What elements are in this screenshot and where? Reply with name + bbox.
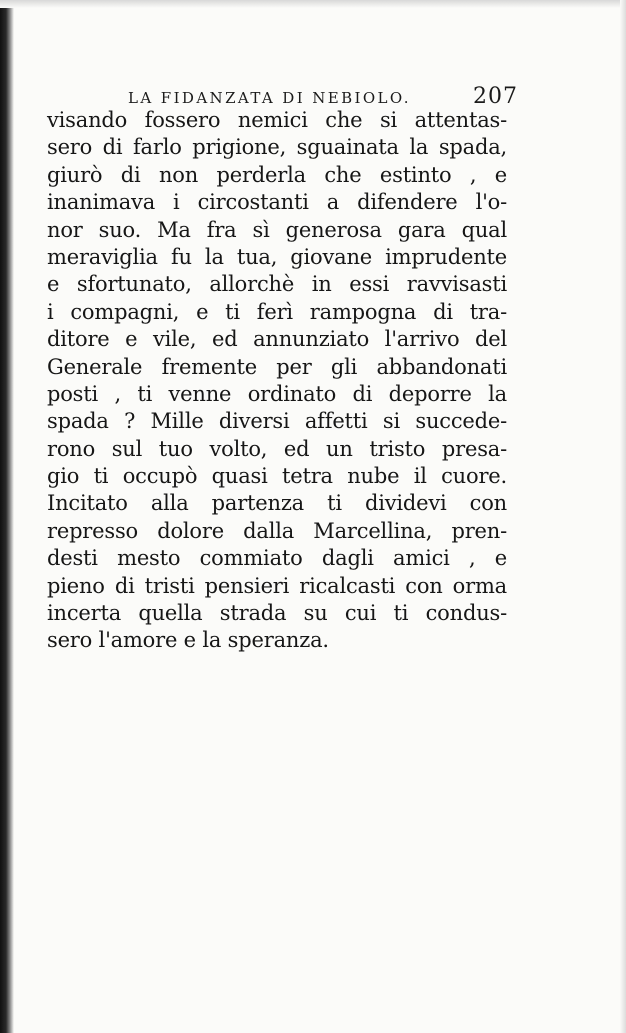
page-right-edge [620,0,626,1033]
text-line: represso dolore dalla Marcellina, pren- [47,518,507,543]
text-line: e sfortunato, allorchè in essi ravvisasti [47,272,507,297]
text-line: ditore e vile, ed annunziato l'arrivo del [47,327,507,352]
text-line-last: sero l'amore e la speranza. [47,628,329,653]
text-line: inanimava i circostanti a difendere l'o- [47,190,507,215]
page-number: 207 [473,84,518,109]
text-line: desti mesto commiato dagli amici , e [47,546,507,571]
text-line: pieno di tristi pensieri ricalcasti con orma [47,573,507,598]
text-line: Generale fremente per gli abbandonati [47,354,507,379]
page-binding-shadow [0,0,14,1033]
text-line: nor suo. Ma fra sì generosa gara qual [47,217,507,242]
text-line: spada ? Mille diversi affetti si succede- [47,409,507,434]
text-line: Incitato alla partenza ti dividevi con [47,491,507,516]
page-top-edge [0,0,626,8]
text-line: giurò di non perderla che estinto , e [47,162,507,187]
text-line: incerta quella strada su cui ti condus- [47,601,507,626]
running-title: LA FIDANZATA DI NEBIOLO. [128,89,411,107]
text-line: sero di farlo prigione, sguainata la spada, [47,135,507,160]
text-line: rono sul tuo volto, ed un tristo presa- [47,436,507,461]
body-text [47,107,507,655]
text-line: visando fossero nemici che si attentas- [47,108,507,132]
text-line: gio ti occupò quasi tetra nube il cuore. [47,464,507,489]
text-line: meraviglia fu la tua, giovane imprudente [47,244,507,269]
text-line: posti , ti venne ordinato di deporre la [47,381,507,406]
text-line: i compagni, e ti ferì rampogna di tra- [47,299,507,324]
